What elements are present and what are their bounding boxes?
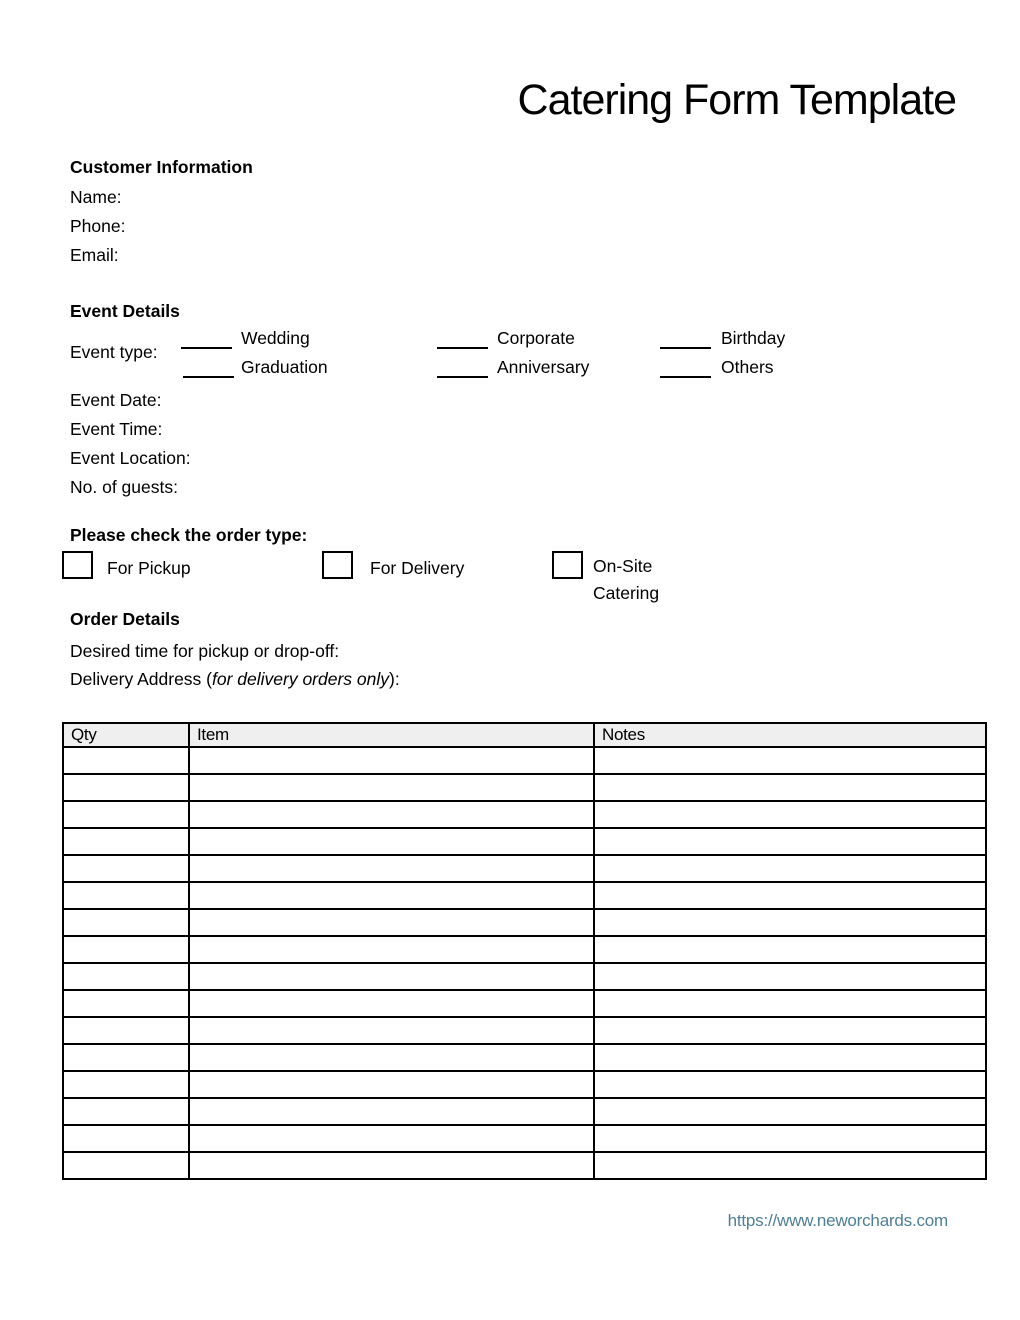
empty-notes-cell[interactable] <box>594 1152 986 1179</box>
empty-qty-cell[interactable] <box>63 1125 189 1152</box>
empty-notes-cell[interactable] <box>594 1125 986 1152</box>
table-row <box>63 855 986 882</box>
order-type-checkbox-row <box>0 551 1020 603</box>
empty-item-cell[interactable] <box>189 1044 594 1071</box>
empty-notes-cell[interactable] <box>594 882 986 909</box>
empty-notes-cell[interactable] <box>594 801 986 828</box>
table-row <box>63 1098 986 1125</box>
empty-item-cell[interactable] <box>189 963 594 990</box>
empty-qty-cell[interactable] <box>63 909 189 936</box>
empty-item-cell[interactable] <box>189 828 594 855</box>
event-type-options-row-2 <box>0 357 1020 386</box>
option-label-birthday: Birthday <box>721 328 786 348</box>
pickup-time-label: Desired time for pickup or drop-off: <box>70 641 340 661</box>
page-title: Catering Form Template <box>517 76 956 124</box>
customer-information-heading: Customer Information <box>70 157 253 177</box>
empty-item-cell[interactable] <box>189 1152 594 1179</box>
option-label-others: Others <box>721 357 774 377</box>
empty-item-cell[interactable] <box>189 1098 594 1125</box>
empty-qty-cell[interactable] <box>63 1098 189 1125</box>
table-row <box>63 1071 986 1098</box>
table-row <box>63 963 986 990</box>
order-type-heading: Please check the order type: <box>70 525 308 545</box>
empty-qty-cell[interactable] <box>63 1071 189 1098</box>
table-row <box>63 801 986 828</box>
empty-notes-cell[interactable] <box>594 855 986 882</box>
event-time-label: Event Time: <box>70 419 163 439</box>
blank-line-graduation[interactable] <box>183 376 234 378</box>
guest-count-label: No. of guests: <box>70 477 178 497</box>
table-row <box>63 1044 986 1071</box>
table-row <box>63 1017 986 1044</box>
empty-qty-cell[interactable] <box>63 990 189 1017</box>
event-location-label: Event Location: <box>70 448 191 468</box>
delivery-address-label <box>70 665 400 693</box>
order-items-table <box>62 722 987 1180</box>
empty-qty-cell[interactable] <box>63 774 189 801</box>
empty-notes-cell[interactable] <box>594 909 986 936</box>
blank-line-anniversary[interactable] <box>437 376 488 378</box>
empty-item-cell[interactable] <box>189 882 594 909</box>
empty-item-cell[interactable] <box>189 1017 594 1044</box>
empty-qty-cell[interactable] <box>63 828 189 855</box>
empty-item-cell[interactable] <box>189 936 594 963</box>
event-date-label: Event Date: <box>70 390 162 410</box>
phone-field-label: Phone: <box>70 216 126 236</box>
empty-qty-cell[interactable] <box>63 936 189 963</box>
table-row <box>63 747 986 774</box>
option-label-graduation: Graduation <box>241 357 328 377</box>
empty-item-cell[interactable] <box>189 1071 594 1098</box>
event-type-label: Event type: <box>70 342 158 362</box>
item-column-header: Item <box>189 723 594 747</box>
order-details-heading: Order Details <box>70 609 180 629</box>
empty-item-cell[interactable] <box>189 909 594 936</box>
pickup-checkbox[interactable] <box>62 551 93 579</box>
empty-qty-cell[interactable] <box>63 963 189 990</box>
empty-item-cell[interactable] <box>189 801 594 828</box>
event-detail-fields <box>70 386 191 502</box>
empty-notes-cell[interactable] <box>594 1071 986 1098</box>
onsite-label-line2-clipped: Catering <box>593 583 660 603</box>
event-type-options-row-1 <box>0 328 1020 357</box>
empty-qty-cell[interactable] <box>63 801 189 828</box>
blank-line-others[interactable] <box>660 376 711 378</box>
empty-notes-cell[interactable] <box>594 990 986 1017</box>
customer-information-fields <box>70 183 125 270</box>
option-label-wedding: Wedding <box>241 328 310 348</box>
onsite-catering-checkbox[interactable] <box>552 551 583 579</box>
order-table-body <box>63 747 986 1179</box>
empty-qty-cell[interactable] <box>63 855 189 882</box>
empty-item-cell[interactable] <box>189 1125 594 1152</box>
empty-notes-cell[interactable] <box>594 774 986 801</box>
empty-qty-cell[interactable] <box>63 1017 189 1044</box>
name-field-label: Name: <box>70 187 122 207</box>
empty-qty-cell[interactable] <box>63 1044 189 1071</box>
order-table-head <box>63 723 986 747</box>
event-details-heading: Event Details <box>70 301 180 321</box>
empty-item-cell[interactable] <box>189 990 594 1017</box>
empty-notes-cell[interactable] <box>594 936 986 963</box>
delivery-checkbox-label: For Delivery <box>370 558 465 578</box>
empty-item-cell[interactable] <box>189 855 594 882</box>
table-row <box>63 909 986 936</box>
table-row <box>63 936 986 963</box>
table-row <box>63 882 986 909</box>
option-label-anniversary: Anniversary <box>497 357 590 377</box>
blank-line-corporate[interactable] <box>437 347 488 349</box>
empty-qty-cell[interactable] <box>63 747 189 774</box>
blank-line-wedding[interactable] <box>181 347 232 349</box>
table-row <box>63 828 986 855</box>
qty-column-header: Qty <box>63 723 189 747</box>
empty-notes-cell[interactable] <box>594 963 986 990</box>
option-label-corporate: Corporate <box>497 328 575 348</box>
order-details-lines <box>70 637 400 693</box>
table-row <box>63 1125 986 1152</box>
delivery-address-italic-note: for delivery orders only <box>212 669 390 689</box>
order-table-header-row <box>63 723 986 747</box>
delivery-address-suffix: ): <box>389 669 400 689</box>
email-field-label: Email: <box>70 245 119 265</box>
onsite-label-line1: On-Site <box>593 556 653 576</box>
empty-item-cell[interactable] <box>189 747 594 774</box>
onsite-catering-checkbox-label <box>593 553 660 603</box>
empty-notes-cell[interactable] <box>594 1098 986 1125</box>
empty-qty-cell[interactable] <box>63 882 189 909</box>
empty-qty-cell[interactable] <box>63 1152 189 1179</box>
empty-notes-cell[interactable] <box>594 1044 986 1071</box>
empty-notes-cell[interactable] <box>594 747 986 774</box>
delivery-checkbox[interactable] <box>322 551 353 579</box>
table-row <box>63 1152 986 1179</box>
footer <box>62 1211 948 1231</box>
pickup-checkbox-label: For Pickup <box>107 558 191 578</box>
table-row <box>63 990 986 1017</box>
footer-link[interactable]: https://www.neworchards.com <box>727 1211 948 1230</box>
empty-notes-cell[interactable] <box>594 1017 986 1044</box>
table-row <box>63 774 986 801</box>
blank-line-birthday[interactable] <box>660 347 711 349</box>
empty-item-cell[interactable] <box>189 774 594 801</box>
empty-notes-cell[interactable] <box>594 828 986 855</box>
delivery-address-prefix: Delivery Address ( <box>70 669 212 689</box>
notes-column-header: Notes <box>594 723 986 747</box>
